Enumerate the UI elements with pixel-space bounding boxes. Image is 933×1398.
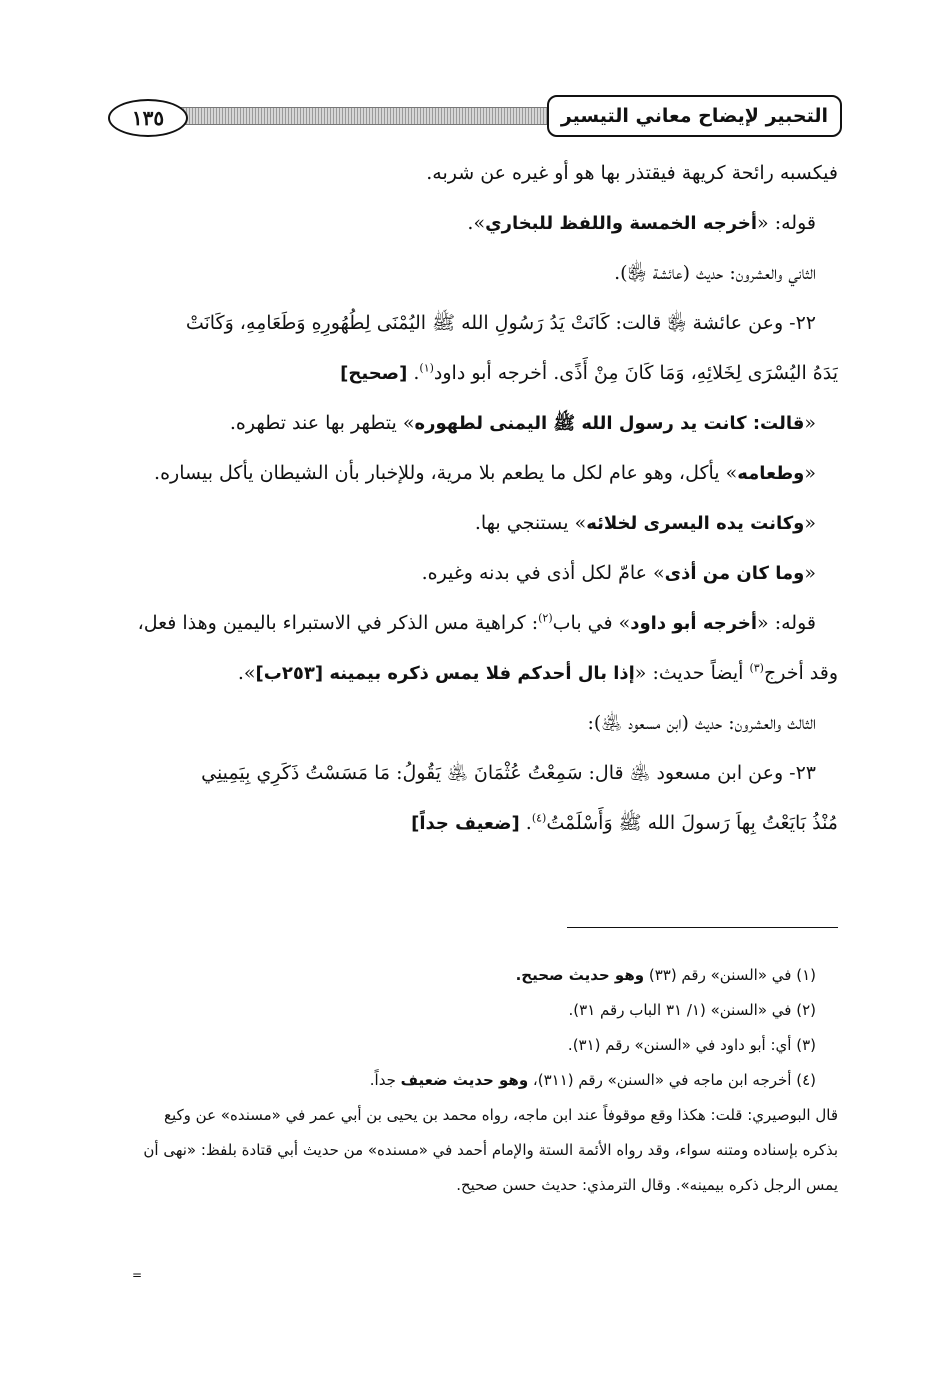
footnote-line [100,958,838,993]
book-title: التحبير لإيضاح معاني التيسير [547,95,842,137]
text-run: » يتطهر بها عند تطهره. [229,412,415,434]
text-line [100,798,838,848]
text-run: قوله: « [757,212,816,234]
bold-text: قالت: كانت يد رسول الله ﷺ اليمنى لطهوره [414,413,805,434]
text-run: « [804,512,816,534]
text-run: ». [237,662,256,684]
text-run: ٢٢- وعن عائشة ﵂ قالت: كَانَتْ يَدُ رَسُولِ الله ﷺ اليُمْنَى لِطُهُورِهِ وَطَعَامِهِ، وَكَانَتْ [185,312,816,334]
text-run: » يأكل، وهو عام لكل ما يطعم بلا مرية، وللإخبار بأن الشيطان يأكل بيساره. [154,462,738,484]
footnote-ref: (٢) [538,611,553,625]
text-run: » في باب [552,612,631,634]
text-run: » يستنجي بها. [474,512,587,534]
text-run: : كراهية مس الذكر في الاستبراء باليمين وهذا فعل، [137,612,539,634]
footnote-line [100,1063,838,1098]
footnote-ref: (١) [419,361,434,375]
text-line [100,448,838,498]
text-run: مُنْذُ بَايَعْتُ بِهاَ رَسولَ الله ﷺ وَأَسْلَمْتُ [546,812,838,834]
footnote-line [100,1168,838,1203]
text-line [100,598,838,648]
text-run: الثاني والعشرون: حديث (عائشة ﵂). [614,262,816,284]
text-line [100,498,838,548]
bottom-mark: = [132,1268,143,1282]
bold-text: [ضعيف جداً] [411,813,520,834]
footnote-ref: (٣) [749,661,764,675]
bold-text: أخرجه الخمسة واللفظ للبخاري [485,213,758,234]
text-run: بذكره بإسناده ومتنه سواء، وقد رواه الأئمة الستة والإمام أحمد في «مسنده» من حديث أبي قتادة بلفظ: «نهى أن [143,1141,838,1159]
text-run: » عامّ لكل أذى في بدنه وغيره. [421,562,665,584]
text-run: قوله: « [757,612,816,634]
footnote-line [100,1098,838,1133]
footnote-ref: (٤) [531,811,547,825]
text-run: (٣) أي: أبو داود في «السنن» رقم (٣١). [567,1036,816,1054]
text-line [100,648,838,698]
text-line [100,548,838,598]
text-run: فيكسبه رائحة كريهة فيقتذر بها هو أو غيره عن شربه. [426,162,838,184]
text-line [100,348,838,398]
text-run: الثالث والعشرون: حديث (ابن مسعود ﵁): [587,712,816,734]
bold-text: [صحيح] [340,363,408,384]
text-run: (١) في «السنن» رقم (٣٣) [644,966,816,984]
text-run: « [804,462,816,484]
text-run: يَدَهُ اليُسْرَى لِخَلائِهِ، وَمَا كَانَ مِنْ أَذًى. أخرجه أبو داود [433,362,838,384]
bold-text: أخرجه أبو داود [630,613,758,634]
text-line [100,198,838,248]
text-run: وقد أخرج [763,662,838,684]
text-run: ٢٣- وعن ابن مسعود ﵁ قال: سَمِعْتُ عُثْمَانَ ﵁ يَقُولُ: مَا مَسَسْتُ ذَكَرِي بِيَمِينِي [201,762,816,784]
body-text [100,148,838,848]
footnote-line [100,1133,838,1168]
bold-text: وهو حديث صحيح. [515,966,645,984]
text-run: يمس الرجل ذكره بيمينه». وقال الترمذي: حديث حسن صحيح. [456,1176,838,1194]
bold-text: إذا بال أحدكم فلا يمس ذكره بيمينه [٢٥٣ب] [255,663,635,684]
footnotes [100,958,838,1203]
text-run: (٢) في «السنن» (١/ ٣١ الباب رقم ٣١). [568,1001,816,1019]
text-run: . [519,812,532,834]
text-line [100,748,838,798]
text-run: جداً. [369,1071,401,1089]
text-run: أيضاً حديث: « [634,662,750,684]
footnote-divider [567,927,838,928]
text-run: (٤) أخرجه ابن ماجه في «السنن» رقم (٣١١)، [528,1071,816,1089]
text-line [100,698,838,748]
bold-text: وكانت يده اليسرى لخلائه [586,513,805,534]
text-run: . [407,362,420,384]
text-run: قال البوصيري: قلت: هكذا وقع موقوفاً عند ابن ماجه، رواه محمد بن يحيى بن أبي عمر في «مسنده» عن وكيع [163,1106,838,1124]
page-number: ١٣٥ [108,99,188,137]
text-line [100,398,838,448]
footnote-line [100,993,838,1028]
text-line [100,298,838,348]
bold-text: وطعامه [737,463,805,484]
page-header [98,95,842,137]
bold-text: وما كان من أذى [664,563,805,584]
text-line [100,148,838,198]
text-line [100,248,838,298]
footnote-line [100,1028,838,1063]
text-run: ». [467,212,486,234]
text-run: « [804,562,816,584]
text-run: « [804,412,816,434]
bold-text: وهو حديث ضعيف [400,1071,529,1089]
